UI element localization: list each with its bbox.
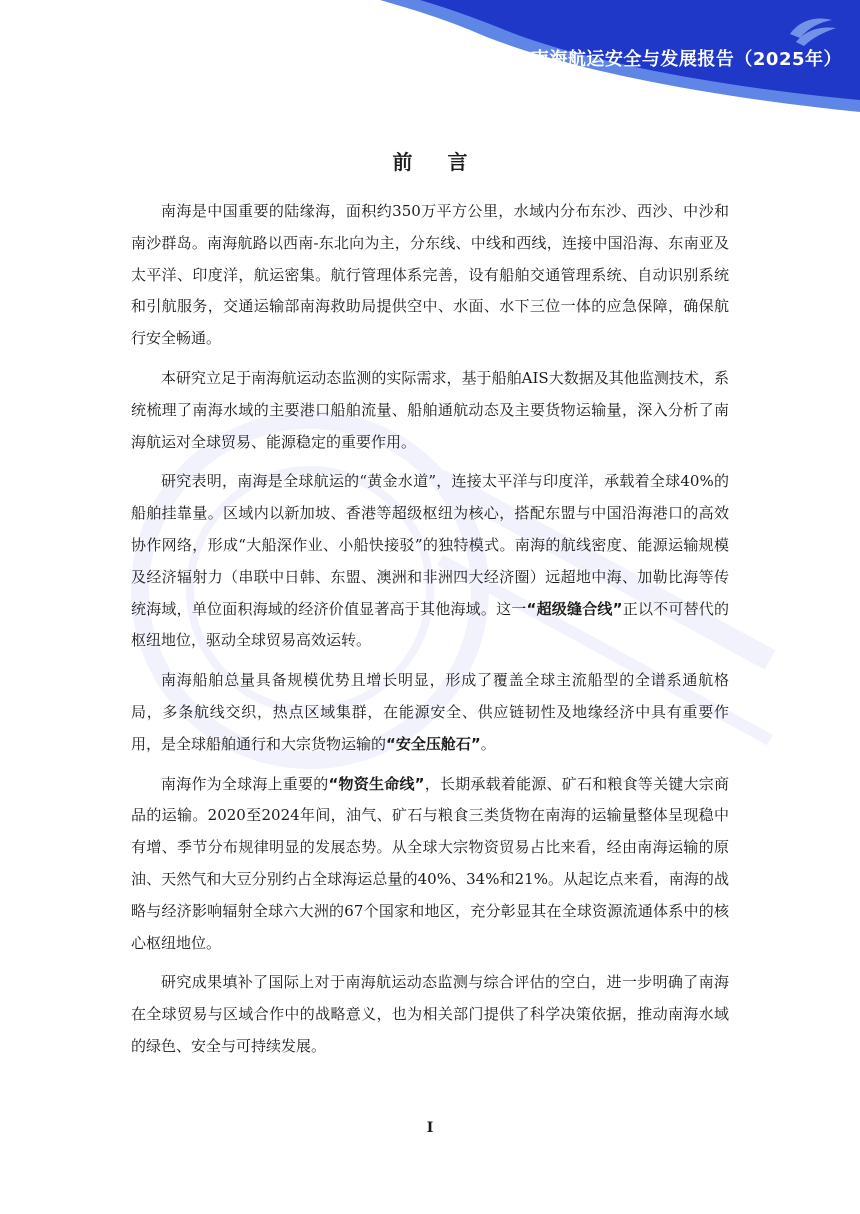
paragraph-5-text-end: ，长期承载着能源、矿石和粮食等关键大宗商品的运输。2020至2024年间，油气、矿石与粮食三类货物在南海的运输量整体呈现稳中有增、季节分布规律明显的发展态势。从全球大宗物资贸易占比来看，经由南海运输的原油、天然气和大豆分别约占全球海运总量的40%、34%和21%。从起讫点来看，南海的战略与经济影响辐射全球六大洲的67个国家和地区，充分彰显其在全球资源流通体系中的核心枢纽地位。	[131, 774, 729, 952]
paragraph-6: 研究成果填补了国际上对于南海航运动态监测与综合评估的空白，进一步明确了南海在全球贸易与区域合作中的战略意义，也为相关部门提供了科学决策依据，推动南海水域的绿色、安全与可持续发展。	[131, 973, 729, 1055]
paragraph-4-text: 南海船舶总量具备规模优势且增长明显，形成了覆盖全球主流船型的全谱系通航格局，多条航线交织，热点区域集群，在能源安全、供应链韧性及地缘经济中具有重要作用，是全球船舶通行和大宗货物运输的	[131, 671, 729, 753]
emphasis-safety-ballast: “安全压舱石”	[386, 734, 481, 753]
paragraph-4-text-end: 。	[480, 734, 496, 753]
paragraph-3-text-end: 正以不可替代的枢纽地位，驱动全球贸易高效运转。	[131, 599, 729, 650]
main-content	[131, 146, 729, 1071]
paragraph-2: 本研究立足于南海航运动态监测的实际需求，基于船舶AIS大数据及其他监测技术，系统梳理了南海水域的主要港口船舶流量、船舶通航动态及主要货物运输量，深入分析了南海航运对全球贸易、能源稳定的重要作用。	[131, 368, 729, 451]
emphasis-material-lifeline: “物资生命线”	[328, 774, 425, 793]
report-header-title: 南海航运安全与发展报告（2025年）	[530, 49, 842, 70]
page-number: I	[426, 1120, 434, 1136]
paragraph-4	[131, 665, 729, 760]
paragraph-1: 南海是中国重要的陆缘海，面积约350万平方公里，水域内分布东沙、西沙、中沙和南沙群岛。南海航路以西南-东北向为主，分东线、中线和西线，连接中国沿海、东南亚及太平洋、印度洋，航运密集。航行管理体系完善，设有船舶交通管理系统、自动识别系统和引航服务，交通运输部南海救助局提供空中、水面、水下三位一体的应急保障，确保航行安全畅通。	[131, 202, 729, 348]
page-title: 前 言	[392, 150, 482, 174]
paragraph-5	[131, 769, 729, 960]
paragraph-3	[131, 466, 729, 657]
paragraph-3-text: 研究表明，南海是全球航运的“黄金水道”，连接太平洋与印度洋，承载着全球40%的船舶挂靠量。区域内以新加坡、香港等超级枢纽为核心，搭配东盟与中国沿海港口的高效协作网络，形成“大船深作业、小船快接驳”的独特模式。南海的航线密度、能源运输规模及经济辐射力（串联中日韩、东盟、澳洲和非洲四大经济圈）远超地中海、加勒比海等传统海域，单位面积海域的经济价值显著高于其他海域。这一	[131, 472, 729, 618]
paragraph-5-text: 南海作为全球海上重要的	[161, 774, 329, 793]
emphasis-super-seam-line: “超级缝合线”	[526, 599, 623, 618]
